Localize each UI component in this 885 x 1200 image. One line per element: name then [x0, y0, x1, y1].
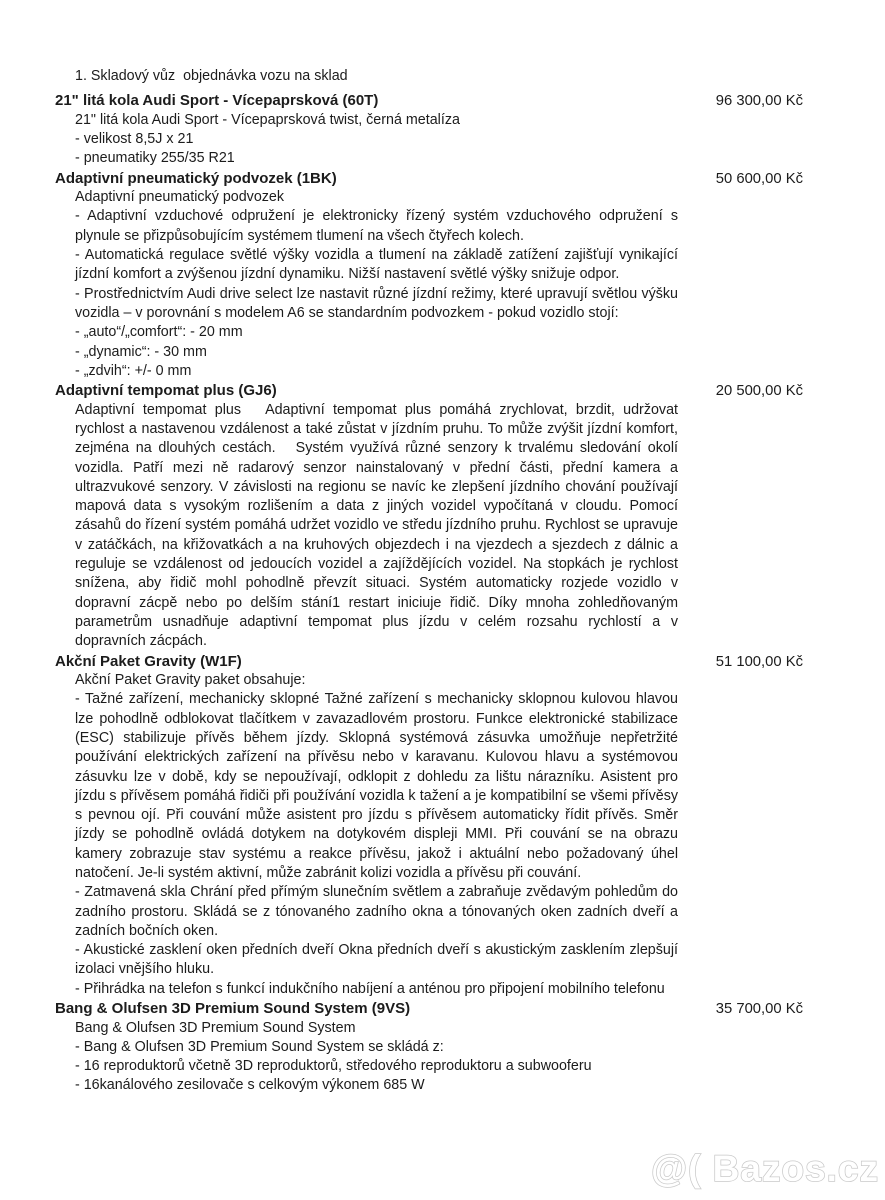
- option-header: [55, 169, 803, 189]
- option-description-paragraph: - 16 reproduktorů včetně 3D reproduktorů, středového reproduktoru a subwooferu: [75, 1058, 592, 1075]
- option-item: [0, 381, 885, 651]
- option-price: 96 300,00 Kč: [715, 93, 803, 110]
- option-description-paragraph: - Tažné zařízení, mechanicky sklopné Tažné zařízení s mechanicky sklopnou kulovou hlavou lze pohodlně odblokovat tlačítkem v zavazadlovém prostoru. Funkce elektronické stabilizace (ESC) stabilizuje přívěs během jízdy. Sklopná systémová zásuvka umožňuje nepřetržité používání elektrických zařízení na přívěsu nebo v karavanu. Kulovou hlavu a systémovou zásuvku lze v době, kdy se nepoužívají, odklopit z dohledu za lištu nárazníku. Asistent pro jízdu s přívěsem pomáhá řidiči při používání vozidla k tažení a je kompatibilní se všemi přívěsy s pevnou ojí. Při couvání může asistent pro jízdu s přívěsem automaticky řídit přívěs. Směr jízdy se pohodlně ovládá dotykem na dotykovém displeji MMI. Při couvání se na obrazu kamery zobrazuje stav systému a reakce přívěsu, jakož i aktuální nebo požadovaný úhel natočení. Je-li systém aktivní, může zabránit kolizi vozidla a přívěsu při couvání.: [75, 691, 678, 881]
- stock-order-note: 1. Skladový vůz objednávka vozu na sklad: [75, 68, 348, 84]
- option-description-paragraph: Adaptivní pneumatický podvozek: [75, 189, 285, 206]
- option-description-paragraph: - pneumatiky 255/35 R21: [75, 150, 235, 167]
- option-description-paragraph: - „dynamic“: - 30 mm: [75, 343, 207, 360]
- option-description-paragraph: 21" litá kola Audi Sport - Vícepaprsková twist, černá metalíza: [75, 111, 460, 128]
- option-price: 51 100,00 Kč: [715, 653, 803, 670]
- option-description-paragraph: Bang & Olufsen 3D Premium Sound System: [75, 1019, 356, 1036]
- option-item: [0, 91, 885, 168]
- option-description-paragraph: - „zdvih“: +/- 0 mm: [75, 362, 192, 379]
- option-description-paragraph: Akční Paket Gravity paket obsahuje:: [75, 672, 306, 689]
- option-description: [75, 111, 678, 169]
- option-header: [55, 999, 803, 1019]
- bazos-watermark: @( Bazos.cz: [650, 1148, 879, 1189]
- option-title: 21" litá kola Audi Sport - Vícepaprsková (60T): [55, 92, 379, 110]
- option-item: [0, 652, 885, 1000]
- option-description-paragraph: - Přihrádka na telefon s funkcí indukčního nabíjení a anténou pro připojení mobilního telefonu: [75, 980, 665, 997]
- option-title: Adaptivní tempomat plus (GJ6): [55, 382, 277, 400]
- option-item: [0, 169, 885, 381]
- option-description: [75, 401, 678, 652]
- option-item: [0, 999, 885, 1096]
- option-description: [75, 671, 678, 999]
- option-title: Bang & Olufsen 3D Premium Sound System (9VS): [55, 1000, 411, 1018]
- option-description-paragraph: - „auto“/„comfort“: - 20 mm: [75, 324, 243, 341]
- option-description-paragraph: - Bang & Olufsen 3D Premium Sound System se skládá z:: [75, 1038, 444, 1055]
- option-title: Akční Paket Gravity (W1F): [55, 652, 242, 670]
- options-list: [0, 91, 885, 1095]
- option-header: [55, 381, 803, 401]
- option-description: [75, 188, 678, 381]
- option-description-paragraph: - Akustické zasklení oken předních dveří Okna předních dveří s akustickým zasklením zlepšují izolaci vnějšího hluku.: [75, 942, 678, 978]
- option-price: 20 500,00 Kč: [715, 383, 803, 400]
- option-description-paragraph: Adaptivní tempomat plus Adaptivní tempomat plus pomáhá zrychlovat, brzdit, udržovat rychlost a nastavenou vzdálenost a také zůstat v jízdním pruhu. To může zvýšit jízdní komfort, zejména na dlouhých cestách. Systém využívá různé senzory k trvalému sledování okolí vozidla. Patří mezi ně radarový senzor nainstalovaný v přední části, přední kamera a ultrazvukové senzory. V závislosti na regionu se navíc ke zlepšení jízdního chování používají mapová data s vysokým rozlišením a data z jiných vozidel vypočítaná v cloudu. Pomocí zásahů do řízení systém pomáhá udržet vozidlo ve středu jízdního pruhu. Rychlost se upravuje v zatáčkách, na křižovatkách a na kruhových objezdech i na vjezdech a sjezdech z dálnic a reguluje se vzdálenost od jedoucích vozidel a zajíždějících vozidel. Na stopkách je rychlost snížena, aby řidič mohl pohodlně převzít situaci. Systém automaticky rozjede vozidlo v dopravní zácpě nebo po delším stání1 restart iniciuje řidič. Díky mnoha zohledňovaným parametrům usnadňuje adaptivní tempomat plus jízdu v celém rozsahu rychlostí a v dopravních zácpách.: [75, 401, 678, 650]
- option-description-paragraph: - Automatická regulace světlé výšky vozidla a tlumení na základě zatížení zajišťují vynikající jízdní komfort a zvýšenou jízdní dynamiku. Nižší nastavení světlé výšky snižuje odpor.: [75, 247, 678, 283]
- option-title: Adaptivní pneumatický podvozek (1BK): [55, 169, 337, 187]
- option-header: [55, 652, 803, 672]
- option-description-paragraph: - 16kanálového zesilovače s celkovým výkonem 685 W: [75, 1077, 425, 1094]
- option-header: [55, 91, 803, 111]
- option-description-paragraph: - Zatmavená skla Chrání před přímým slunečním světlem a zabraňuje zvědavým pohledům do zadního prostoru. Skládá se z tónovaného zadního okna a tónovaných oken zadních dveří a zadních bočních oken.: [75, 884, 678, 939]
- option-description: [75, 1019, 678, 1096]
- option-price: 35 700,00 Kč: [715, 1001, 803, 1018]
- option-description-paragraph: - Adaptivní vzduchové odpružení je elektronicky řízený systém vzduchového odpružení s plynule se přizpůsobujícím systémem tlumení na všech čtyřech kolech.: [75, 208, 678, 244]
- option-price: 50 600,00 Kč: [715, 170, 803, 187]
- option-description-paragraph: - velikost 8,5J x 21: [75, 131, 194, 148]
- option-description-paragraph: - Prostřednictvím Audi drive select lze nastavit různé jízdní režimy, které upravují světlou výšku vozidla – v porovnání s modelem A6 se standardním podvozkem - pokud vozidlo stojí:: [75, 285, 678, 321]
